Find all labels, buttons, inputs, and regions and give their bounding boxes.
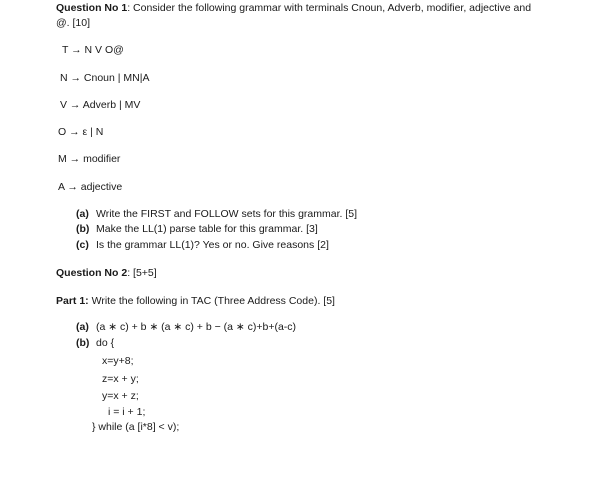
question2-part-a [76,321,296,334]
question1-heading: Question No 1 [56,2,128,14]
part1-text: Write the following in TAC (Three Address Code). [5] [88,295,335,307]
code-line: i = i + 1; [108,406,146,418]
question1-part-b [76,223,318,236]
part-label: (b) [76,223,90,235]
part-label: (a) [76,208,89,220]
part-text: Write the FIRST and FOLLOW sets for this grammar. [5] [96,208,358,220]
part-label: (b) [76,337,90,349]
part-text: do { [96,337,115,349]
part-text: Is the grammar LL(1)? Yes or no. Give reasons [2] [96,239,329,251]
question2-part-b [76,337,114,350]
grammar-rule-o: O → ε | N [58,126,104,138]
question1-text: : Consider the following grammar with terminals Cnoun, Adverb, modifier, adjective and [127,2,532,14]
code-line: y=x + z; [102,390,139,402]
grammar-rule-m: M → modifier [58,153,121,165]
code-line: } while (a [i*8] < v); [92,421,180,433]
part1-intro [56,295,335,308]
part-label: (c) [76,239,89,251]
question1-part-a [76,208,357,221]
grammar-rule-t: T → N V O@ [62,44,124,56]
question2-heading: Question No 2 [56,267,128,279]
grammar-rule-n: N → Cnoun | MN|A [60,72,150,84]
grammar-rule-a: A → adjective [58,181,123,193]
question1-intro [56,2,531,15]
code-line: z=x + y; [102,373,139,385]
question2-marks: : [5+5] [127,267,157,279]
question2-intro [56,267,157,280]
grammar-rule-v: V → Adverb | MV [60,99,141,111]
part-label: (a) [76,321,89,333]
code-line: x=y+8; [102,355,134,367]
part1-heading: Part 1: [56,295,89,307]
part-text: (a ∗ c) + b ∗ (a ∗ c) + b − (a ∗ c)+b+(a-c) [96,321,297,333]
question1-part-c [76,239,329,252]
part-text: Make the LL(1) parse table for this grammar. [3] [96,223,318,235]
question1-text-continued: @. [10] [56,17,91,29]
